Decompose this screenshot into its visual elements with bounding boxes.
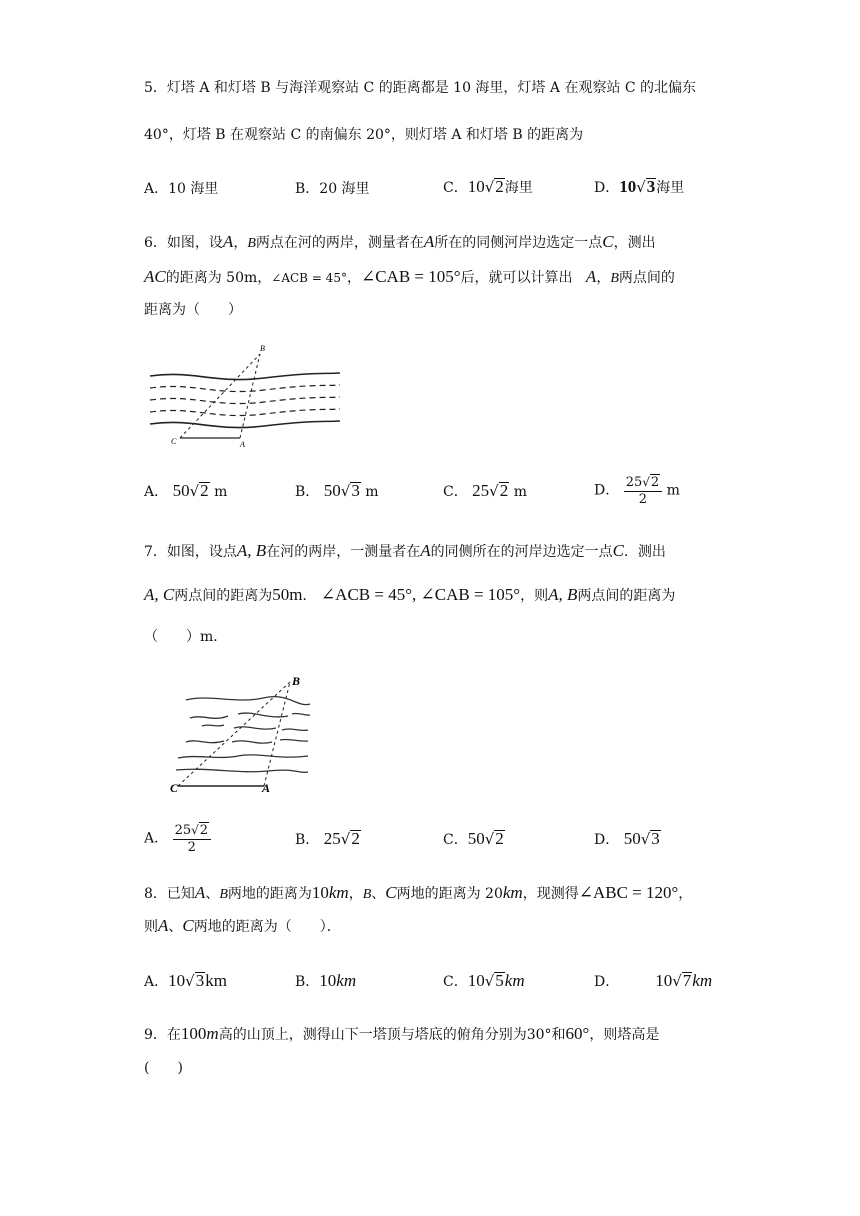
- q8-option-a: A．10√3km: [144, 971, 227, 990]
- q5-option-a: A．10 海里: [144, 181, 219, 197]
- q7-line2: A, C两点间的距离为50m． ∠ACB = 45°, ∠CAB = 105°，则A, B两点间的距离为: [144, 585, 676, 604]
- q8-line1: 8．已知A、B两地的距离为10km，B、C两地的距离为 20km，现测得∠ABC = 120°，: [144, 883, 693, 902]
- q7-option-d: D． 50√3: [594, 829, 660, 848]
- q5-line2: 40°，灯塔 B 在观察站 C 的南偏东 20°，则灯塔 A 和灯塔 B 的距离为: [144, 127, 584, 143]
- q7-option-b: B． 25√2: [295, 829, 360, 848]
- q6-option-a: A． 50√2 m: [144, 481, 228, 500]
- q7-fig-label-a: A: [262, 781, 271, 795]
- q8-option-d: D． 10√7km: [594, 971, 713, 990]
- q6-line1: 6．如图，设A，B两点在河的两岸，测量者在A所在的同侧河岸边选定一点C，测出: [144, 232, 656, 251]
- q6-line2: AC的距离为 50m，∠ACB = 45°，∠CAB = 105°后，就可以计算出 A，B两点间的: [144, 267, 675, 286]
- q5-line1: 5．灯塔 A 和灯塔 B 与海洋观察站 C 的距离都是 10 海里，灯塔 A 在观察站 C 的北偏东: [144, 80, 697, 96]
- q9-line2: ( ): [144, 1060, 183, 1076]
- q5-option-c: C．10√2海里: [443, 177, 533, 196]
- fraction: $\frac{25√2}{2}$: [173, 822, 211, 855]
- q6-line3: 距离为（ ）: [144, 302, 242, 318]
- q9-line1: 9．在100m高的山顶上，测得山下一塔顶与塔底的俯角分别为30°和60°，则塔高是: [144, 1024, 660, 1043]
- q7-option-c: C．50√2: [443, 829, 504, 848]
- fraction: $\frac{25√2}{2}$: [624, 474, 662, 507]
- q5-option-d: D．10√3海里: [594, 177, 685, 196]
- q8-line2: 则A、C两地的距离为（ ）．: [144, 916, 341, 935]
- q7-line3: （ ）m．: [144, 629, 228, 645]
- q7-fig-label-c: C: [170, 781, 179, 795]
- q6-option-d: D． $\frac{25√2}{2}$ m: [594, 475, 680, 507]
- q8-option-b: B．10km: [295, 971, 357, 990]
- q8-option-c: C．10√5km: [443, 971, 525, 990]
- q7-line1: 7．如图，设点A, B在河的两岸，一测量者在A的同侧所在的河岸边选定一点C．测出: [144, 541, 666, 560]
- q6-option-c: C． 25√2 m: [443, 481, 527, 500]
- q5-option-b: B．20 海里: [295, 181, 370, 197]
- q6-river-figure: [144, 340, 349, 448]
- q6-option-b: B． 50√3 m: [295, 481, 379, 500]
- q7-river-figure: [168, 670, 318, 798]
- q6-fig-label-b: B: [260, 344, 265, 353]
- q7-fig-label-b: B: [292, 674, 301, 688]
- q6-fig-label-c: C: [171, 437, 177, 446]
- q7-option-a: A． $\frac{25√2}{2}$: [144, 822, 211, 855]
- q6-fig-label-a: A: [240, 440, 245, 448]
